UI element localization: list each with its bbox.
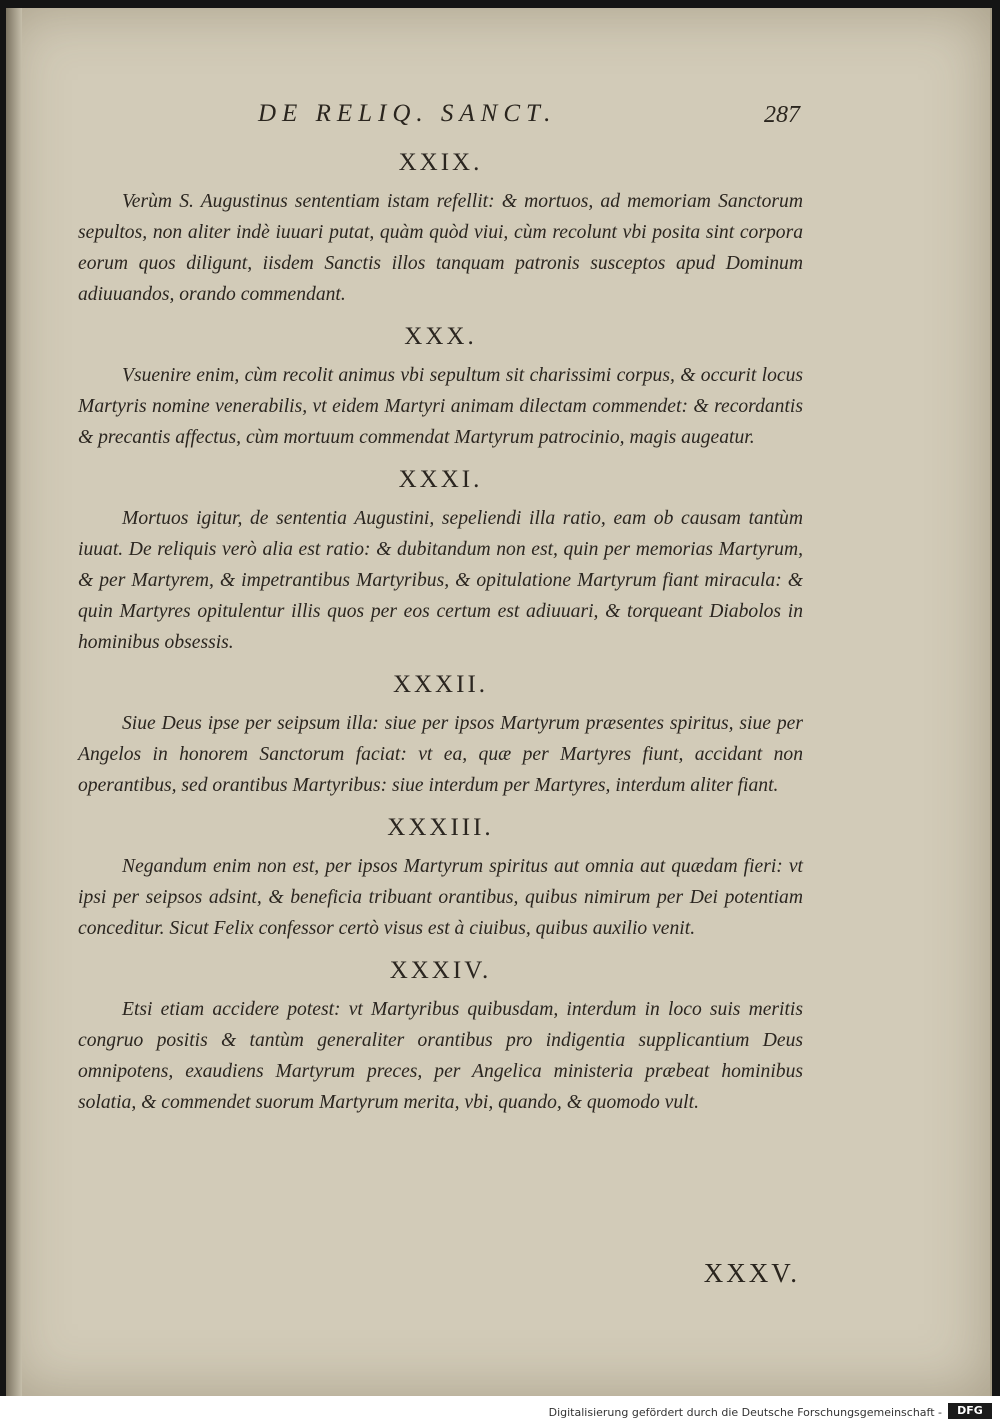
dfg-logo: DFG <box>948 1403 992 1419</box>
section-paragraph: Verùm S. Augustinus sententiam istam refellit: & mortuos, ad memoriam Sanctorum sepultos, non aliter indè iuuari putat, quàm quòd viui, cùm recolunt vbi posita sint corpora eorum quos diligunt, iisdem Sanctis illos tanquam patronis susceptos apud Dominum adiuuandos, orando commendant. <box>78 191 803 305</box>
funding-credit: Digitalisierung gefördert durch die Deutsche Forschungsgemeinschaft - <box>548 1406 942 1419</box>
section-numeral: XXIX. <box>398 149 483 176</box>
section-paragraph: Mortuos igitur, de sententia Augustini, sepeliendi illa ratio, eam ob causam tantùm iuuat. De reliquis verò alia est ratio: & dubitandum non est, quin per memorias Martyrum, & per Martyrem, & impetrantibus Martyribus, & opitulatione Martyrum fiant miracula: & quin Martyres opitulentur illis quos per eos certum est adiuuari, & torqueant Diabolos in hominibus obsessis. <box>78 508 803 653</box>
section-numeral: XXXI. <box>398 466 483 493</box>
page-number: 287 <box>764 102 800 128</box>
running-title: DE RELIQ. SANCT. <box>258 100 557 127</box>
section-numeral: XXX. <box>404 323 477 350</box>
section-numeral: XXXIV. <box>389 957 492 984</box>
digitization-footer <box>0 1396 1000 1425</box>
section-numeral: XXXIII. <box>387 814 494 841</box>
page-header <box>6 100 990 140</box>
section-paragraph: Etsi etiam accidere potest: vt Martyribus quibusdam, interdum in loco suis meritis congruo positis & tantùm generaliter orantibus pro indigentia supplicantium Deus omnipotens, exaudiens Martyrum preces, per Angelica ministeria præbeat hominibus solatia, & commendet suorum Martyrum merita, vbi, quando, & quomodo vult. <box>78 999 803 1113</box>
section-numeral: XXXII. <box>392 671 489 698</box>
catchword: XXXV. <box>703 1258 800 1288</box>
section-paragraph: Negandum enim non est, per ipsos Martyrum spiritus aut omnia aut quædam fieri: vt ipsi per seipsos adsint, & beneficia tribuant orantibus, quibus nimirum per Dei potentiam conceditur. Sicut Felix confessor certò visus est à ciuibus, quibus auxilio venit. <box>78 856 803 939</box>
section-paragraph: Siue Deus ipse per seipsum illa: siue per ipsos Martyrum præsentes spiritus, siue per Angelos in honorem Sanctorum faciat: vt ea, quæ per Martyres fiunt, accidant non operantibus, sed orantibus Martyribus: siue interdum per Martyres, interdum aliter fiant. <box>78 713 803 796</box>
page-gutter-shadow <box>6 8 22 1396</box>
section-paragraph: Vsuenire enim, cùm recolit animus vbi sepultum sit charissimi corpus, & occurit locus Martyris nomine venerabilis, vt eidem Martyri animam dilectam commendet: & recordantis & precantis affectus, cùm mortuum commendat Martyrum patrocinio, magis augeatur. <box>78 365 803 448</box>
body-text <box>78 146 803 1128</box>
book-page <box>6 8 992 1396</box>
